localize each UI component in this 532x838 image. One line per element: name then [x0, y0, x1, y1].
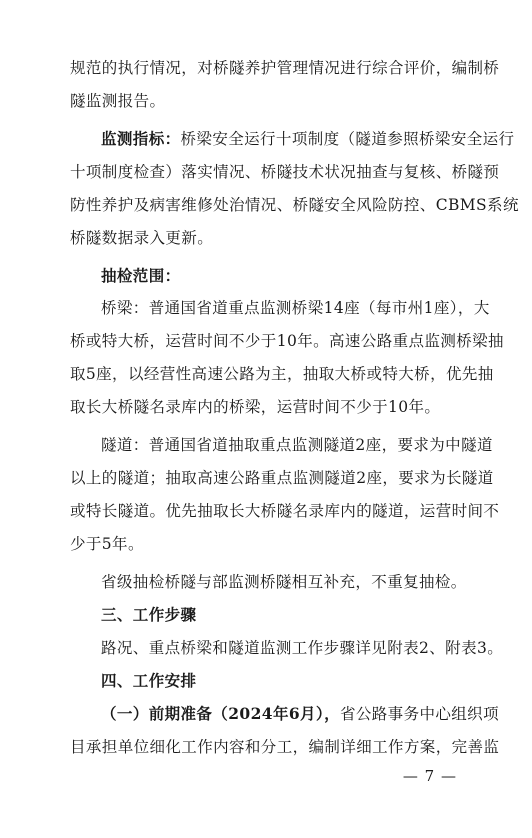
text-line: 或特长隧道。优先抽取长大桥隧名录库内的隧道，运营时间不 [70, 502, 500, 520]
section-heading: 四、工作安排 [101, 671, 197, 690]
text-line: 桥或特大桥，运营时间不少于10年。高速公路重点监测桥梁抽 [70, 332, 504, 350]
monitor-text: 桥梁安全运行十项制度（隧道参照桥梁安全运行 [180, 130, 515, 148]
section-heading: 抽检范围： [101, 266, 181, 285]
text-line: 以上的隧道；抽取高速公路重点监测隧道2座，要求为长隧道 [70, 469, 494, 487]
text-line: 十项制度检查）落实情况、桥隧技术状况抽查与复核、桥隧预 [70, 163, 500, 181]
section-heading: 三、工作步骤 [101, 605, 197, 624]
prep-text: 省公路事务中心组织项 [339, 705, 499, 723]
monitor-label: 监测指标： [101, 129, 181, 148]
page-number: — 7 — [402, 767, 457, 785]
text-line: 规范的执行情况，对桥隧养护管理情况进行综合评价，编制桥 [70, 59, 500, 77]
text-line: 少于5年。 [70, 535, 144, 553]
text-line: 桥隧数据录入更新。 [70, 229, 214, 247]
text-line: 隧道：普通国省道抽取重点监测隧道2座，要求为中隧道 [101, 436, 493, 454]
text-line: 省级抽检桥隧与部监测桥隧相互补充，不重复抽检。 [101, 573, 467, 591]
text-line: 目承担单位细化工作内容和分工，编制详细工作方案，完善监 [70, 738, 500, 756]
text-line: 取长大桥隧名录库内的桥梁，运营时间不少于10年。 [70, 398, 441, 416]
text-line: 桥梁：普通国省道重点监测桥梁14座（每市州1座），大 [101, 299, 490, 317]
text-line [101, 704, 499, 724]
text-line: 隧监测报告。 [70, 92, 166, 110]
text-line: 路况、重点桥梁和隧道监测工作步骤详见附表2、附表3。 [101, 639, 504, 657]
text-line [101, 129, 515, 149]
text-line: 取5座，以经营性高速公路为主，抽取大桥或特大桥，优先抽 [70, 365, 494, 383]
text-line: 防性养护及病害维修处治情况、桥隧安全风险防控、CBMS系统 [70, 196, 519, 214]
prep-label: （一）前期准备（2024年6月）， [101, 704, 340, 723]
